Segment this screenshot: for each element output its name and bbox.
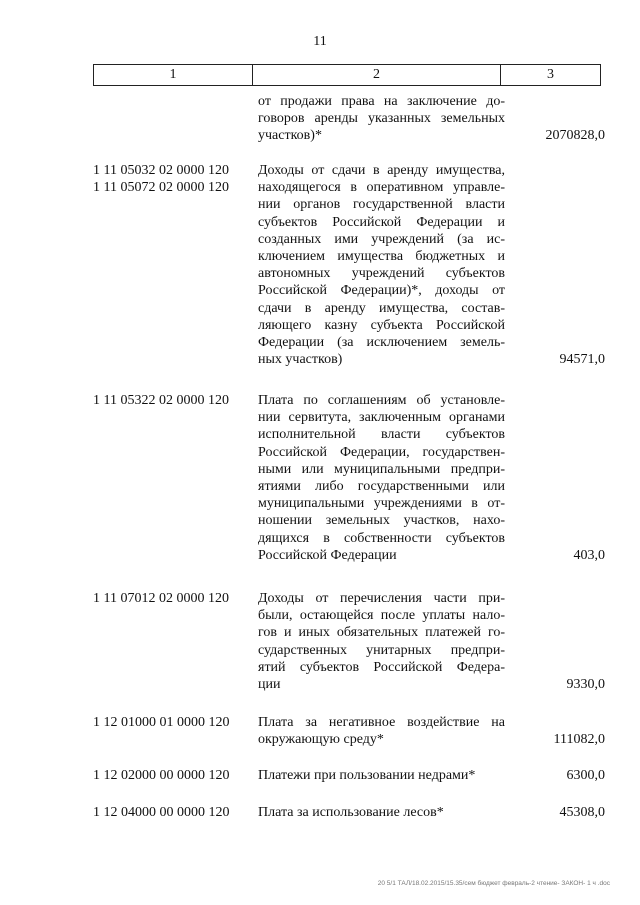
description-line: Доходы от перечисления части при- bbox=[258, 591, 505, 606]
column-header-2: 2 bbox=[253, 65, 501, 86]
description-line: созданных ими учреждений (за ис- bbox=[258, 231, 505, 247]
description-line: участков)* bbox=[258, 128, 322, 144]
revenue-description bbox=[258, 392, 505, 564]
description-line: ятиями либо государственными или bbox=[258, 479, 505, 495]
budget-classification-code bbox=[93, 767, 253, 784]
amount-value: 2070828,0 bbox=[545, 128, 605, 144]
revenue-description bbox=[258, 93, 505, 145]
description-line: Российской Федерации bbox=[258, 547, 397, 563]
code-line: 1 11 05072 02 0000 120 bbox=[93, 180, 229, 196]
description-line: Доходы от сдачи в аренду имущества, bbox=[258, 163, 505, 178]
revenue-description bbox=[258, 590, 505, 693]
revenue-description bbox=[258, 714, 505, 748]
code-line: 1 12 02000 00 0000 120 bbox=[93, 768, 230, 783]
description-line: Платежи при пользовании недрами* bbox=[258, 768, 476, 783]
description-line: Российской Федерации, государствен- bbox=[258, 444, 505, 460]
description-line: ятий субъектов Российской Федера- bbox=[258, 659, 505, 675]
description-line: ными или муниципальными предпри- bbox=[258, 461, 505, 477]
column-header-3: 3 bbox=[501, 65, 601, 86]
amount-value: 111082,0 bbox=[553, 732, 605, 748]
description-line: нии органов государственной власти bbox=[258, 197, 505, 213]
code-line: 1 11 07012 02 0000 120 bbox=[93, 591, 229, 606]
description-line: были, остающейся после уплаты нало- bbox=[258, 608, 505, 624]
code-line: 1 12 01000 01 0000 120 bbox=[93, 715, 230, 730]
amount-value: 45308,0 bbox=[559, 805, 605, 820]
budget-classification-code bbox=[93, 392, 253, 409]
description-line: Российской Федерации)*, доходы от bbox=[258, 283, 505, 299]
description-line: сударственных унитарных предпри- bbox=[258, 642, 505, 658]
code-line: 1 12 04000 00 0000 120 bbox=[93, 805, 230, 820]
description-line: гов и иных обязательных платежей го- bbox=[258, 625, 505, 641]
description-line: ных участков) bbox=[258, 352, 343, 368]
description-line: дящихся в собственности субъектов bbox=[258, 530, 505, 546]
amount-value: 94571,0 bbox=[559, 352, 605, 368]
description-line: ношении земельных участков, нахо- bbox=[258, 513, 505, 529]
description-line: субъектов Российской Федерации и bbox=[258, 214, 505, 230]
description-line: нии сервитута, заключенным органами bbox=[258, 410, 505, 426]
description-line: ляющего казну субъекта Российской bbox=[258, 317, 505, 333]
amount-value: 6300,0 bbox=[566, 768, 605, 783]
amount-value: 9330,0 bbox=[566, 677, 605, 692]
budget-classification-code bbox=[93, 804, 253, 821]
description-line: Федерации (за исключением земель- bbox=[258, 335, 505, 351]
description-line: муниципальными учреждениями в от- bbox=[258, 496, 505, 512]
page-number: 11 bbox=[313, 34, 327, 49]
budget-classification-code bbox=[93, 590, 253, 607]
description-line: окружающую среду* bbox=[258, 732, 384, 748]
budget-classification-code bbox=[93, 162, 253, 196]
description-line: сдачи в аренду имущества, состав- bbox=[258, 300, 505, 316]
code-line: 1 11 05032 02 0000 120 bbox=[93, 163, 229, 178]
description-line: ции bbox=[258, 677, 281, 693]
code-line: 1 11 05322 02 0000 120 bbox=[93, 393, 229, 408]
description-line: говоров аренды указанных земельных bbox=[258, 111, 505, 127]
description-line: автономных учреждений субъектов bbox=[258, 266, 505, 282]
description-line: Плата по соглашениям об установле- bbox=[258, 393, 505, 408]
column-header-1: 1 bbox=[94, 65, 253, 86]
document-file-stamp: 20 5/1 ТАЛ/18.02.2015/15.35/сем бюджет февраль-2 чтение- ЗАКОН- 1 ч .doc bbox=[377, 880, 610, 887]
amount-value: 403,0 bbox=[573, 547, 605, 563]
description-line: ключением имущества бюджетных и bbox=[258, 249, 505, 265]
column-header-table bbox=[93, 64, 601, 86]
revenue-description bbox=[258, 804, 505, 821]
description-line: от продажи права на заключение до- bbox=[258, 94, 505, 109]
budget-classification-code bbox=[93, 714, 253, 731]
revenue-description bbox=[258, 767, 505, 784]
revenue-description bbox=[258, 162, 505, 368]
description-line: исполнительной власти субъектов bbox=[258, 427, 505, 443]
description-line: находящегося в оперативном управле- bbox=[258, 180, 505, 196]
description-line: Плата за негативное воздействие на bbox=[258, 715, 505, 730]
description-line: Плата за использование лесов* bbox=[258, 805, 444, 820]
